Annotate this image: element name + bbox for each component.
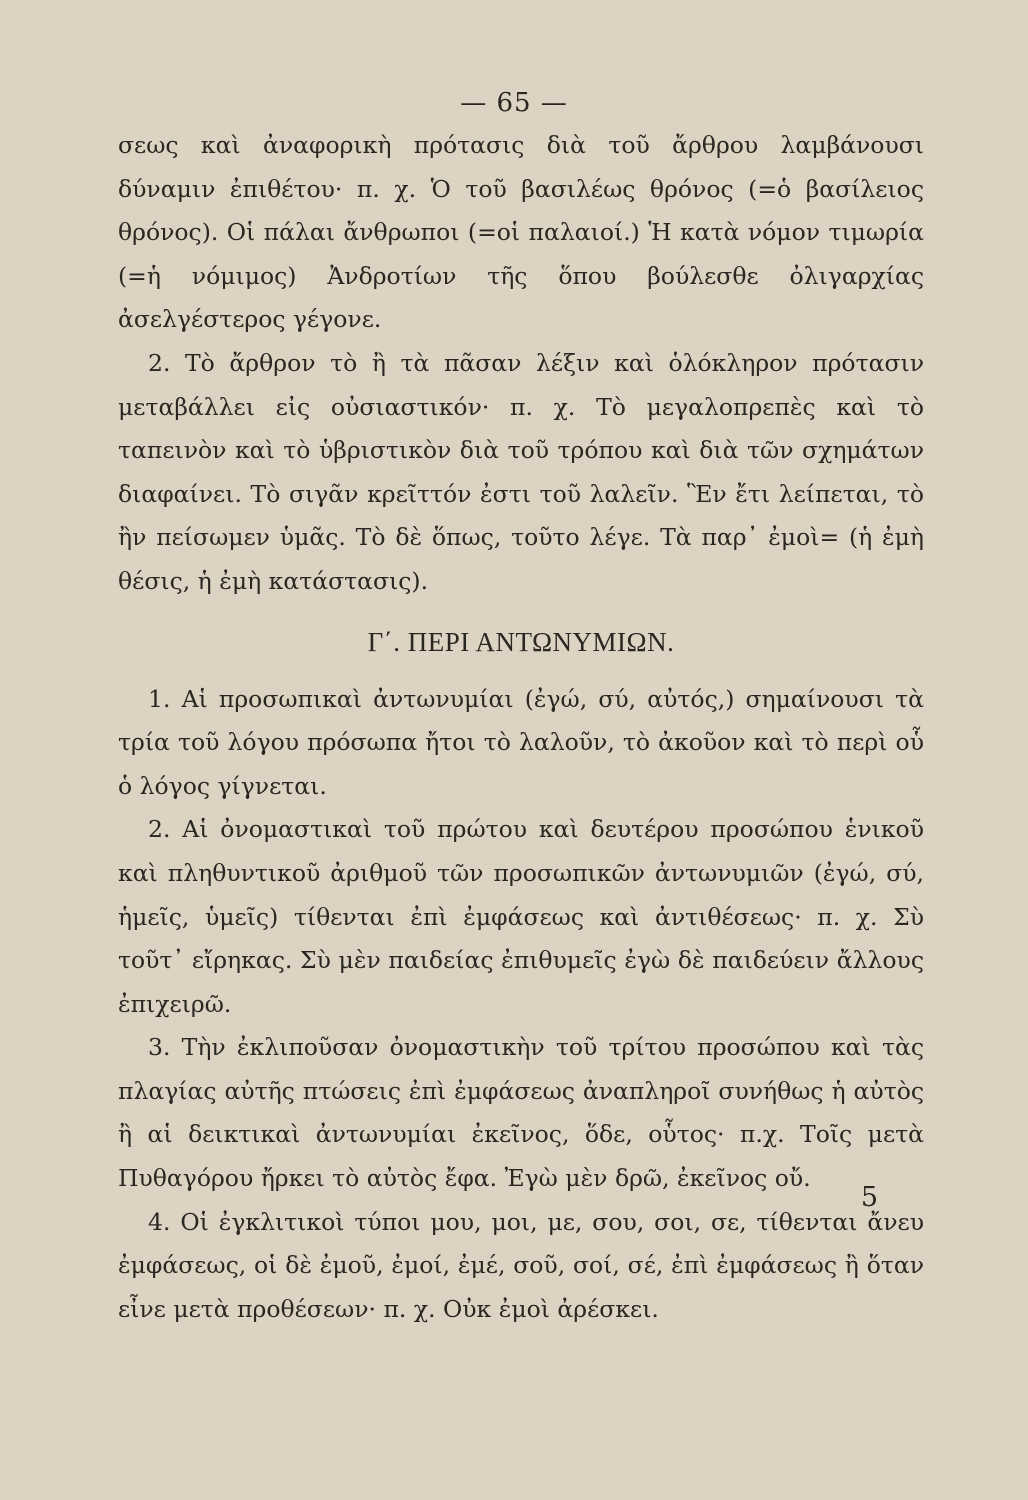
paragraph-continued: σεως καὶ ἀναφορικὴ πρότασις διὰ τοῦ ἄρθρου λαμβάνουσι δύναμιν ἐπιθέτου· π. χ. Ὁ τοῦ βασιλέως θρόνος (=ὁ βασίλειος θρόνος). Οἱ πάλαι ἄνθρωποι (=οἱ παλαιοί.) Ἡ κατὰ νόμον τιμωρία (=ἡ νόμιμος) Ἀνδροτίων τῆς ὅπου βούλεσθε ὀλιγαρχίας ἀσελγέστερος γέγονε.: [118, 131, 924, 334]
section-paragraph-2: 2. Αἱ ὀνομαστικαὶ τοῦ πρώτου καὶ δευτέρου προσώπου ἑνικοῦ καὶ πληθυντικοῦ ἀριθμοῦ τῶν προσωπικῶν ἀντωνυμιῶν (ἐγώ, σύ, ἡμεῖς, ὑμεῖς) τίθενται ἐπὶ ἐμφάσεως καὶ ἀντιθέσεως· π. χ. Σὺ τοῦτ᾽ εἴρηκας. Σὺ μὲν παιδείας ἐπιθυμεῖς ἐγὼ δὲ παιδεύειν ἄλλους ἐπιχειρῶ.: [118, 815, 924, 1018]
page-body: [118, 124, 924, 1331]
section-paragraph-4: 4. Οἱ ἐγκλιτικοὶ τύποι μου, μοι, με, σου, σοι, σε, τίθενται ἄνευ ἐμφάσεως, οἱ δὲ ἐμοῦ, ἐμοί, ἐμέ, σοῦ, σοί, σέ, ἐπὶ ἐμφάσεως ἢ ὅταν εἶνε μετὰ προθέσεων· π. χ. Οὐκ ἐμοὶ ἀρέσκει.: [118, 1207, 924, 1323]
section-heading: Γ΄. ΠΕΡΙ ΑΝΤΩΝΥΜΙΩΝ.: [367, 626, 675, 657]
signature-mark: 5: [860, 1182, 878, 1213]
section-paragraph-3: 3. Τὴν ἐκλιποῦσαν ὀνομαστικὴν τοῦ τρίτου προσώπου καὶ τὰς πλαγίας αὐτῆς πτώσεις ἐπὶ ἐμφάσεως ἀναπληροῖ συνήθως ἡ αὐτὸς ἢ αἱ δεικτικαὶ ἀντωνυμίαι ἐκεῖνος, ὅδε, οὗτος· π.χ. Τοῖς μετὰ Πυθαγόρου ἤρκει τὸ αὐτὸς ἔφα. Ἐγὼ μὲν δρῶ, ἐκεῖνος οὔ.: [118, 1033, 924, 1193]
section-paragraph-1: 1. Αἱ προσωπικαὶ ἀντωνυμίαι (ἐγώ, σύ, αὐτός,) σημαίνουσι τὰ τρία τοῦ λόγου πρόσωπα ἤτοι τὸ λαλοῦν, τὸ ἀκοῦον καὶ τὸ περὶ οὗ ὁ λόγος γίγνεται.: [118, 684, 924, 800]
paragraph-2: 2. Τὸ ἄρθρον τὸ ἢ τὰ πᾶσαν λέξιν καὶ ὁλόκληρον πρότασιν μεταβάλλει εἰς οὐσιαστικόν· π. χ. Τὸ μεγαλοπρεπὲς καὶ τὸ ταπεινὸν καὶ τὸ ὑβριστικὸν διὰ τοῦ τρόπου καὶ διὰ τῶν σχημάτων διαφαίνει. Τὸ σιγᾶν κρεῖττόν ἐστι τοῦ λαλεῖν. Ἓν ἔτι λείπεται, τὸ ἢν πείσωμεν ὑμᾶς. Τὸ δὲ ὅπως, τοῦτο λέγε. Τὰ παρ᾽ ἐμοὶ= (ἡ ἐμὴ θέσις, ἡ ἐμὴ κατάστασις).: [118, 348, 924, 595]
page-number-header: — 65 —: [460, 88, 568, 118]
